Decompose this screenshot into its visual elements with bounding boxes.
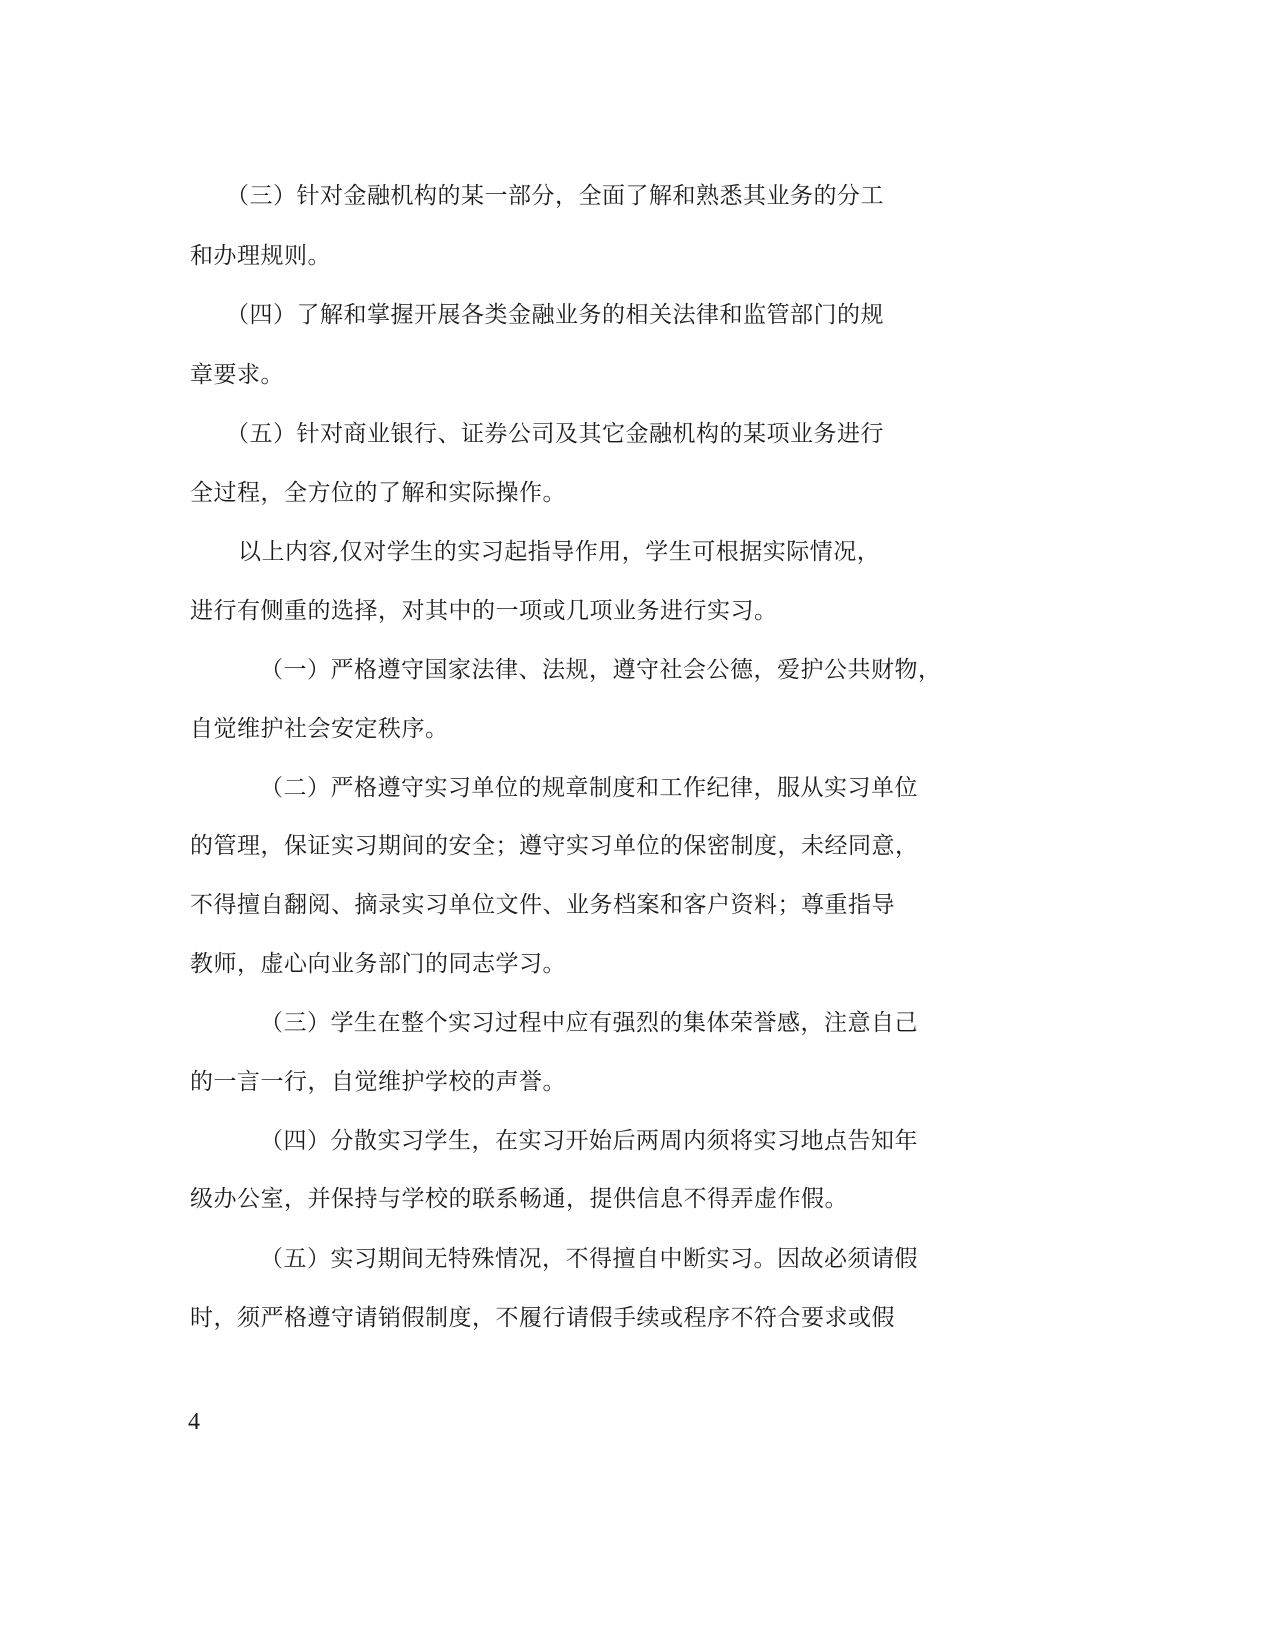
text-line: 进行有侧重的选择，对其中的一项或几项业务进行实习。 <box>190 598 778 624</box>
page-number: 4 <box>188 1409 200 1435</box>
text-line: 级办公室，并保持与学校的联系畅通，提供信息不得弄虚作假。 <box>190 1186 848 1212</box>
text-line: （三）学生在整个实习过程中应有强烈的集体荣誉感，注意自己 <box>260 1010 918 1036</box>
text-line: 不得擅自翻阅、摘录实习单位文件、业务档案和客户资料；尊重指导 <box>190 892 895 918</box>
text-line: （三）针对金融机构的某一部分，全面了解和熟悉其业务的分工 <box>226 183 884 209</box>
text-line: 和办理规则。 <box>190 243 331 269</box>
text-line: 章要求。 <box>190 362 284 388</box>
text-line: （一）严格遵守国家法律、法规，遵守社会公德，爱护公共财物， <box>260 657 942 683</box>
text-line: 教师，虚心向业务部门的同志学习。 <box>190 951 566 977</box>
text-line: （五）针对商业银行、证券公司及其它金融机构的某项业务进行 <box>226 421 884 447</box>
text-line: 的一言一行，自觉维护学校的声誉。 <box>190 1069 566 1095</box>
text-line: （四）了解和掌握开展各类金融业务的相关法律和监管部门的规 <box>226 302 884 328</box>
text-line: 以上内容,仅对学生的实习起指导作用，学生可根据实际情况， <box>238 539 881 565</box>
text-line: （二）严格遵守实习单位的规章制度和工作纪律，服从实习单位 <box>260 775 918 801</box>
text-line: 自觉维护社会安定秩序。 <box>190 716 449 742</box>
text-line: （四）分散实习学生，在实习开始后两周内须将实习地点告知年 <box>260 1128 918 1154</box>
text-line: 的管理，保证实习期间的安全；遵守实习单位的保密制度，未经同意， <box>190 833 919 859</box>
text-line: 时，须严格遵守请销假制度，不履行请假手续或程序不符合要求或假 <box>190 1305 895 1331</box>
text-line: 全过程，全方位的了解和实际操作。 <box>190 480 566 506</box>
text-line: （五）实习期间无特殊情况，不得擅自中断实习。因故必须请假 <box>260 1246 918 1272</box>
